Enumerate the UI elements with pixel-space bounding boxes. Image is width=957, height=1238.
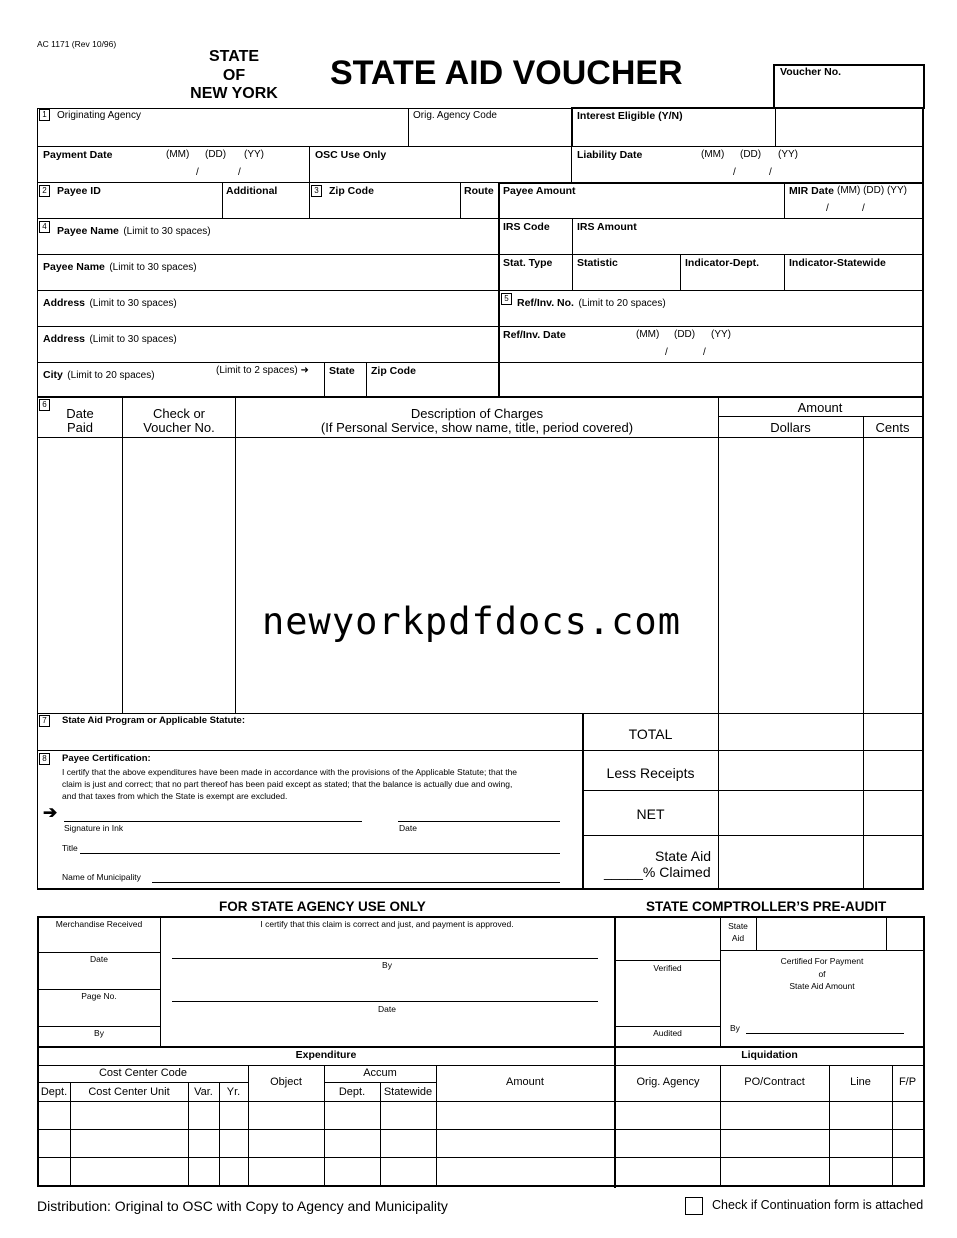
zip-code-label: Zip Code xyxy=(329,185,374,197)
state-aid-label: State Aid xyxy=(655,848,712,864)
preaudit-by-label: By xyxy=(730,1023,740,1033)
agency-use-heading: FOR STATE AGENCY USE ONLY xyxy=(219,899,426,914)
ref-inv-no-label: Ref/Inv. No. (Limit to 20 spaces) xyxy=(517,297,666,309)
originating-agency-label: Originating Agency xyxy=(57,110,141,121)
dept-label: Dept. xyxy=(40,1086,68,1098)
payee-name-1-label: Payee Name (Limit to 30 spaces) xyxy=(57,225,211,237)
mir-date-label: MIR Date xyxy=(789,185,834,197)
page-no-label: Page No. xyxy=(81,991,117,1001)
audited-label: Audited xyxy=(653,1028,682,1038)
check-voucher-label-2: Voucher No. xyxy=(143,420,215,435)
description-label-2: (If Personal Service, show name, title, period covered) xyxy=(320,420,634,435)
object-label: Object xyxy=(270,1076,302,1088)
interest-eligible-label: Interest Eligible (Y/N) xyxy=(577,110,683,122)
charges-entry-area[interactable] xyxy=(38,438,922,712)
payment-date-label: Payment Date xyxy=(43,149,113,161)
municipality-line[interactable] xyxy=(152,882,560,883)
approval-by-label: By xyxy=(382,960,392,970)
expenditure-amount-label: Amount xyxy=(506,1076,544,1088)
signature-label: Signature in Ink xyxy=(64,823,124,833)
signature-date-label: Date xyxy=(399,823,417,833)
mir-slash-1: / xyxy=(826,203,829,214)
certification-line-3: and that taxes from which the State is exempt are excluded. xyxy=(62,791,288,801)
irs-code-label: IRS Code xyxy=(503,221,550,233)
ref-mm: (MM) xyxy=(636,329,660,340)
voucher-no-label: Voucher No. xyxy=(780,66,842,78)
approval-date-line[interactable] xyxy=(172,1001,598,1002)
payment-yy: (YY) xyxy=(244,149,264,160)
certified-label-3: State Aid Amount xyxy=(789,981,855,991)
new-york-label: NEW YORK xyxy=(190,85,278,102)
ref-slash-2: / xyxy=(703,347,706,358)
liability-date-label: Liability Date xyxy=(577,149,643,161)
section-number-8: 8 xyxy=(39,753,50,765)
fp-label: F/P xyxy=(898,1076,917,1088)
section-number-2: 2 xyxy=(39,185,50,197)
verified-label: Verified xyxy=(653,963,682,973)
section-number-1: 1 xyxy=(39,109,50,121)
section-number-5: 5 xyxy=(501,293,512,305)
orig-agency-label: Orig. Agency xyxy=(636,1076,700,1088)
continuation-label: Check if Continuation form is attached xyxy=(712,1198,924,1212)
liquidation-heading: Liquidation xyxy=(741,1049,798,1061)
liability-yy: (YY) xyxy=(778,149,798,160)
route-label: Route xyxy=(464,185,494,197)
municipality-label: Name of Municipality xyxy=(62,872,141,882)
line-label: Line xyxy=(850,1076,871,1088)
less-receipts-label: Less Receipts xyxy=(606,765,695,781)
date-paid-label-1: Date xyxy=(66,406,94,421)
payment-slash-2: / xyxy=(238,167,241,178)
date-paid-label-2: Paid xyxy=(66,420,94,435)
total-label: TOTAL xyxy=(628,726,673,742)
dollars-label: Dollars xyxy=(770,420,811,435)
mir-slash-2: / xyxy=(862,203,865,214)
preaudit-heading: STATE COMPTROLLER’S PRE-AUDIT xyxy=(646,899,887,914)
liability-slash-1: / xyxy=(733,167,736,178)
description-label-1: Description of Charges xyxy=(410,406,544,421)
preaudit-by-line[interactable] xyxy=(746,1033,904,1034)
certified-label-1: Certified For Payment xyxy=(780,956,864,966)
liability-mm: (MM) xyxy=(701,149,725,160)
amount-label: Amount xyxy=(797,400,843,415)
orig-agency-code-label: Orig. Agency Code xyxy=(413,110,497,121)
limit-2-label: (Limit to 2 spaces) ➜ xyxy=(216,365,309,376)
preaudit-state-label: State xyxy=(728,921,748,931)
payee-id-label: Payee ID xyxy=(57,185,101,197)
cost-center-code-label: Cost Center Code xyxy=(98,1067,188,1079)
payee-name-2-label: Payee Name (Limit to 30 spaces) xyxy=(43,261,197,273)
cents-label: Cents xyxy=(875,420,910,435)
city-label: City (Limit to 20 spaces) xyxy=(43,369,155,381)
state-label: STATE xyxy=(208,48,260,65)
section-number-6: 6 xyxy=(39,399,50,411)
zip-code-2-label: Zip Code xyxy=(371,365,416,377)
cost-center-unit-label: Cost Center Unit xyxy=(88,1086,170,1098)
payment-dd: (DD) xyxy=(205,149,227,160)
title-line[interactable] xyxy=(80,853,560,854)
liability-dd: (DD) xyxy=(740,149,762,160)
merchandise-received-label: Merchandise Received xyxy=(55,919,143,929)
irs-amount-label: IRS Amount xyxy=(577,221,637,233)
statute-label: State Aid Program or Applicable Statute: xyxy=(62,715,245,726)
watermark: newyorkpdfdocs.com xyxy=(262,600,681,643)
signature-line[interactable] xyxy=(64,821,362,822)
address-1-label: Address (Limit to 30 spaces) xyxy=(43,297,177,309)
title-label: Title xyxy=(62,843,78,853)
payee-amount-label: Payee Amount xyxy=(503,185,576,197)
accum-dept-label: Dept. xyxy=(338,1086,366,1098)
accum-label: Accum xyxy=(363,1067,397,1079)
indicator-dept-label: Indicator-Dept. xyxy=(685,257,760,269)
var-label: Var. xyxy=(194,1086,213,1098)
address-2-label: Address (Limit to 30 spaces) xyxy=(43,333,177,345)
statistic-label: Statistic xyxy=(577,257,618,269)
liability-slash-2: / xyxy=(769,167,772,178)
section-number-4: 4 xyxy=(39,221,50,233)
voucher-no-field[interactable] xyxy=(773,64,925,109)
agency-by-label: By xyxy=(94,1028,104,1038)
certified-label-2: of xyxy=(818,969,826,979)
distribution-text: Distribution: Original to OSC with Copy to Agency and Municipality xyxy=(37,1198,448,1214)
certification-heading: Payee Certification: xyxy=(62,753,151,764)
approval-by-line[interactable] xyxy=(172,958,598,959)
agency-date-label: Date xyxy=(90,954,108,964)
form-id: AC 1171 (Rev 10/96) xyxy=(37,39,117,49)
certification-line-1: I certify that the above expenditures have been made in accordance with the provisions of the Applicable Statute; that the xyxy=(62,767,518,777)
ref-yy: (YY) xyxy=(711,329,731,340)
section-number-7: 7 xyxy=(39,715,50,727)
certify-statement: I certify that this claim is correct and just, and payment is approved. xyxy=(260,919,514,929)
po-contract-label: PO/Contract xyxy=(744,1076,805,1088)
ref-slash-1: / xyxy=(665,347,668,358)
preaudit-aid-label: Aid xyxy=(731,933,745,943)
check-voucher-label-1: Check or xyxy=(152,406,206,421)
continuation-checkbox[interactable] xyxy=(685,1197,703,1215)
net-label: NET xyxy=(636,806,665,822)
additional-label: Additional xyxy=(226,185,278,197)
payment-slash-1: / xyxy=(196,167,199,178)
osc-use-only-label: OSC Use Only xyxy=(315,149,387,161)
approval-date-label: Date xyxy=(378,1004,396,1014)
certification-line-2: claim is just and correct; that no part thereof has been paid except as stated; that the balance is actually due and owing, xyxy=(62,779,513,789)
indicator-statewide-label: Indicator-Statewide xyxy=(789,257,886,269)
payment-mm: (MM) xyxy=(166,149,190,160)
section-number-3: 3 xyxy=(311,185,322,197)
pct-claimed-label: _____% Claimed xyxy=(604,864,711,880)
of-label: OF xyxy=(222,67,246,84)
form-title: STATE AID VOUCHER xyxy=(330,54,683,92)
expenditure-heading: Expenditure xyxy=(295,1049,357,1061)
mir-date-format: (MM) (DD) (YY) xyxy=(837,185,907,196)
signature-date-line[interactable] xyxy=(398,821,560,822)
state-label-field: State xyxy=(329,365,355,377)
ref-inv-date-label: Ref/Inv. Date xyxy=(503,329,566,341)
yr-label: Yr. xyxy=(226,1086,241,1098)
stat-type-label: Stat. Type xyxy=(503,257,553,269)
ref-dd: (DD) xyxy=(674,329,696,340)
arrow-icon: ➔ xyxy=(43,803,58,822)
statewide-label: Statewide xyxy=(383,1086,433,1098)
